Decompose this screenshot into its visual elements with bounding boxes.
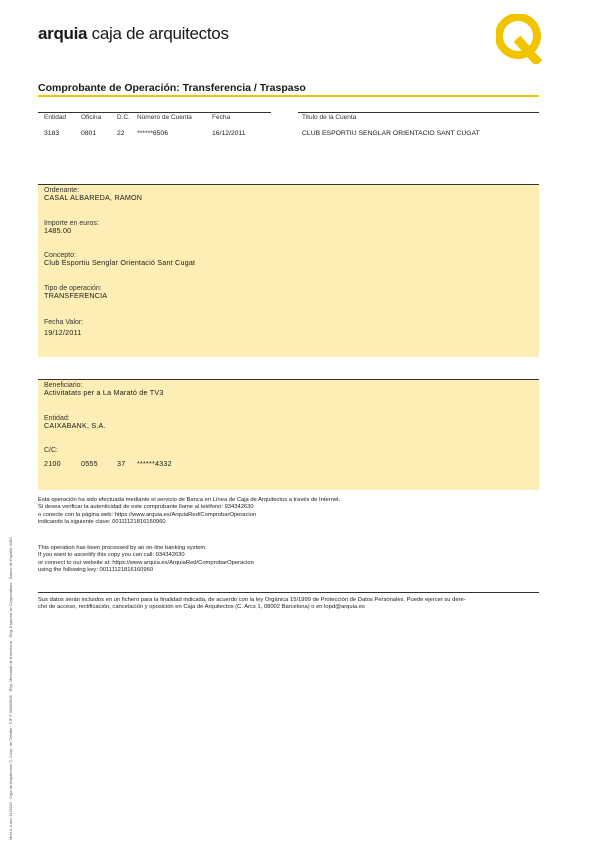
brand-name [38, 24, 229, 44]
header-numero: Número de Cuenta [137, 114, 192, 121]
cc-label: C/C: [44, 447, 58, 454]
value-oficina: 0801 [81, 130, 97, 137]
note-line: or connect to our website at: https://www.arquia.es/ArquiaRed/ComprobarOperacion [38, 559, 254, 566]
ordenante-label: Ordenante: [44, 187, 80, 194]
side-legal-text: Mod.0-2-doc 11/2015 · Caja de Arquitectos S. Coop. de Crédito · CIF F-08809605 · Reg. Mercantil de Barcelona · Reg. Especial de Cooperativas · Banco de España 3183 [8, 537, 13, 840]
beneficiario-value: Activitatats per a La Marató de TV3 [44, 388, 164, 397]
account-title-rule [298, 112, 539, 113]
title-divider [38, 95, 539, 97]
note-line: Esta operación ha sido efectuada mediante el servicio de Banca en Línea de Caja de Arquitectos a través de Internet. [38, 497, 341, 503]
cc-numero: ******4332 [137, 459, 172, 468]
cc-dc: 37 [117, 459, 126, 468]
tipo-value: TRANSFERENCIA [44, 291, 108, 300]
header-fecha: Fecha [212, 114, 231, 121]
beneficiary-panel [38, 379, 539, 490]
note-line: o conecte con la página web: https://www.arquia.es/ArquiaRed/ComprobarOperacion [38, 511, 257, 518]
notes-spanish [38, 497, 340, 527]
beneficiario-label: Beneficiario: [44, 382, 83, 389]
header-dc: D.C. [117, 114, 130, 121]
value-entidad: 3183 [44, 130, 60, 137]
cc-entidad: 2100 [44, 459, 61, 468]
header-entidad: Entidad [44, 114, 67, 121]
value-titulo: CLUB ESPORTIU SENGLAR ORIENTACIO SANT CUGAT [302, 130, 480, 137]
fecha-valor-value: 19/12/2011 [44, 328, 82, 337]
concepto-label: Concepto: [44, 252, 76, 259]
footer-rule [38, 592, 539, 593]
value-fecha: 16/12/2011 [212, 130, 246, 137]
note-line: If you want to ascertify this copy you can call: 934342630 [38, 552, 185, 559]
q-logo-icon [496, 14, 542, 64]
value-dc: 22 [117, 130, 125, 137]
ordenante-value: CASAL ALBAREDA, RAMON [44, 193, 143, 202]
concepto-value: Club Esportiu Senglar Orientació Sant Cugat [44, 258, 196, 267]
privacy-footer [38, 597, 466, 612]
entidad-value: CAIXABANK, S.A. [44, 421, 106, 430]
entidad-label: Entidad: [44, 415, 70, 422]
footer-line: Sus datos serán incluidos en un fichero para la finalidad indicada, de acuerdo con la ley Orgánica 15/1999 de Protección de Datos Personales. Puede ejercer su dere- [38, 597, 466, 603]
footer-line: cho de acceso, rectificación, cancelación y oposición en Caja de Arquitectos (C. Arcs 1, 08002 Barcelona) o en lopd@arquia.es [38, 604, 365, 611]
tipo-label: Tipo de operación: [44, 285, 102, 292]
header-oficina: Oficina [81, 114, 102, 121]
note-line: indicando la siguiente clave: 00111121816160960 [38, 519, 166, 526]
fecha-valor-label: Fecha Valor: [44, 319, 84, 326]
brand-name-rest: caja de arquitectos [91, 24, 229, 43]
account-header-rule [38, 112, 271, 113]
document-title: Comprobante de Operación: Transferencia / Traspaso [38, 82, 306, 94]
importe-value: 1485.00 [44, 226, 72, 235]
brand-name-bold: arquia [38, 24, 88, 43]
note-line: This operation has been processed by an on-line banking system. [38, 545, 207, 551]
header-titulo: Titulo de la Cuenta [302, 114, 357, 121]
notes-english [38, 545, 254, 575]
importe-label: Importe en euros: [44, 220, 99, 227]
operation-panel [38, 184, 539, 357]
note-line: Si desea verificar la autenticidad de este comprobante llame al teléfono: 934342630 [38, 504, 254, 511]
note-line: using the following key: 00111121816160960 [38, 567, 154, 574]
cc-oficina: 0555 [81, 459, 98, 468]
value-numero: ******6506 [137, 130, 168, 137]
